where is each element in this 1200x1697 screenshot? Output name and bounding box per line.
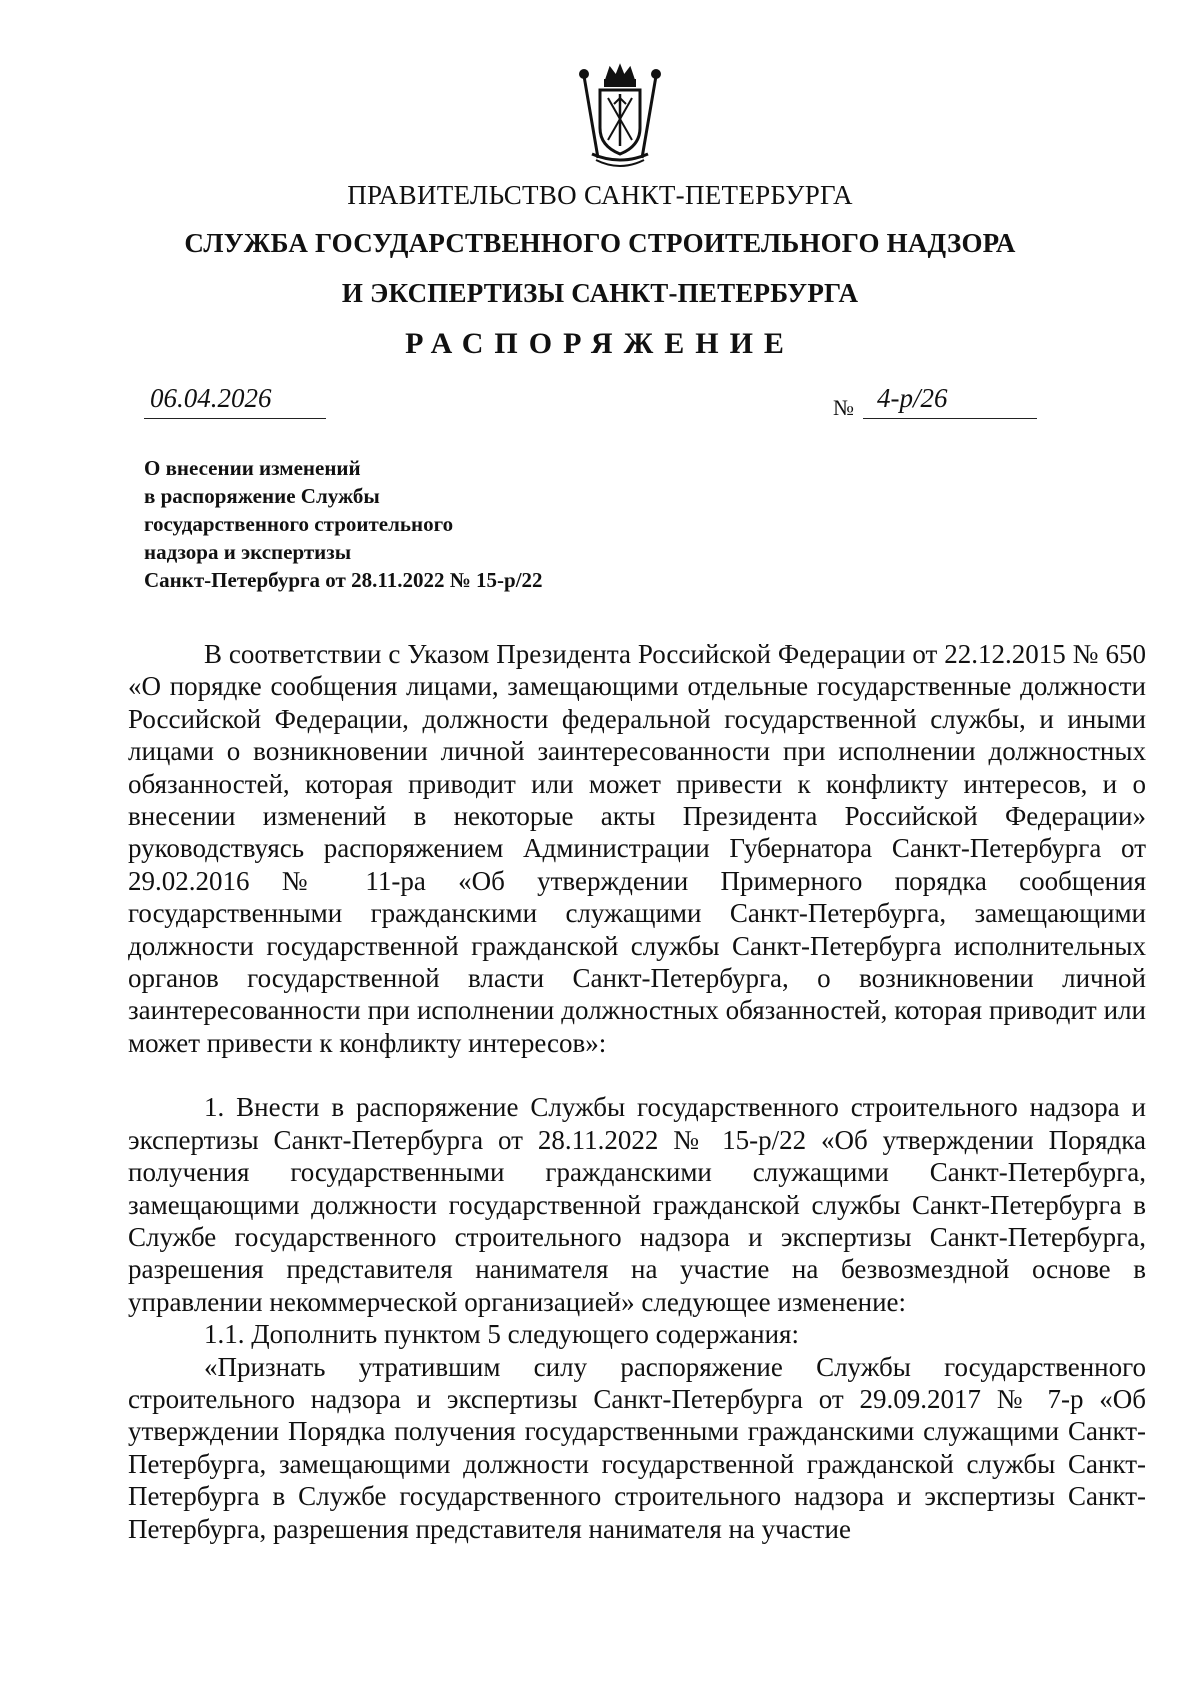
government-name: ПРАВИТЕЛЬСТВО САНКТ-ПЕТЕРБУРГА bbox=[347, 180, 853, 210]
item-1-1-paragraph: 1.1. Дополнить пунктом 5 следующего содержания: bbox=[204, 1319, 799, 1350]
number-sign: № bbox=[833, 395, 854, 420]
document-subject bbox=[144, 454, 664, 594]
document-number: 4-р/26 bbox=[877, 383, 948, 413]
item-1-paragraph: 1. Внести в распоряжение Службы государственного строительного надзора и экспертизы Санкт-Петербурга от 28.11.2022 № 15-р/22 «Об утверждении Порядка получения государственными гражданскими служащими Санкт-Петербурга, замещающими должности государственной гражданской службы Санкт-Петербурга в Службе государственного строительного надзора и экспертизы Санкт-Петербурга, разрешения представителя нанимателя на участие на безвозмездной основе в управлении некоммерческой организацией» следующее изменение: bbox=[128, 1092, 1146, 1317]
document-type-title: РАСПОРЯЖЕНИЕ bbox=[405, 327, 795, 360]
coat-of-arms-icon bbox=[570, 62, 670, 174]
document-body bbox=[128, 638, 1146, 1545]
subject-line: государственного строительного bbox=[144, 512, 454, 536]
date-underline bbox=[144, 418, 326, 419]
document-date: 06.04.2026 bbox=[150, 383, 272, 413]
subject-line: О внесении изменений bbox=[144, 456, 361, 480]
number-underline bbox=[863, 418, 1037, 419]
subject-line: надзора и экспертизы bbox=[144, 540, 352, 564]
preamble-paragraph: В соответствии с Указом Президента Российской Федерации от 22.12.2015 № 650 «О порядке сообщения лицами, замещающими отдельные государственные должности Российской Федерации, должности федеральной государственной службы, и иными лицами о возникновении личной заинтересованности при исполнении должностных обязанностей, которая приводит или может привести к конфликту интересов, и о внесении изменений в некоторые акты Президента Российской Федерации» руководствуясь распоряжением Администрации Губернатора Санкт-Петербурга от 29.02.2016 № 11-ра «Об утверждении Примерного порядка сообщения государственными гражданскими служащими Санкт-Петербурга, замещающими должности государственной гражданской службы Санкт-Петербурга исполнительных органов государственной власти Санкт-Петербурга, о возникновении личной заинтересованности при исполнении должностных обязанностей, которая приводит или может привести к конфликту интересов»: bbox=[128, 639, 1146, 1058]
service-name-line2: И ЭКСПЕРТИЗЫ САНКТ-ПЕТЕРБУРГА bbox=[341, 278, 859, 308]
quoted-amendment-paragraph: «Признать утратившим силу распоряжение Службы государственного строительного надзора и экспертизы Санкт-Петербурга от 29.09.2017 № 7-р «Об утверждении Порядка получения государственными гражданскими служащими Санкт-Петербурга, замещающими должности государственной гражданской службы Санкт-Петербурга в Службе государственного строительного надзора и экспертизы Санкт-Петербурга, разрешения представителя нанимателя на участие bbox=[128, 1351, 1146, 1544]
subject-line: Санкт-Петербурга от 28.11.2022 № 15-р/22 bbox=[144, 568, 543, 592]
service-name-line1: СЛУЖБА ГОСУДАРСТВЕННОГО СТРОИТЕЛЬНОГО НАДЗОРА bbox=[184, 228, 1016, 258]
subject-line: в распоряжение Службы bbox=[144, 484, 380, 508]
